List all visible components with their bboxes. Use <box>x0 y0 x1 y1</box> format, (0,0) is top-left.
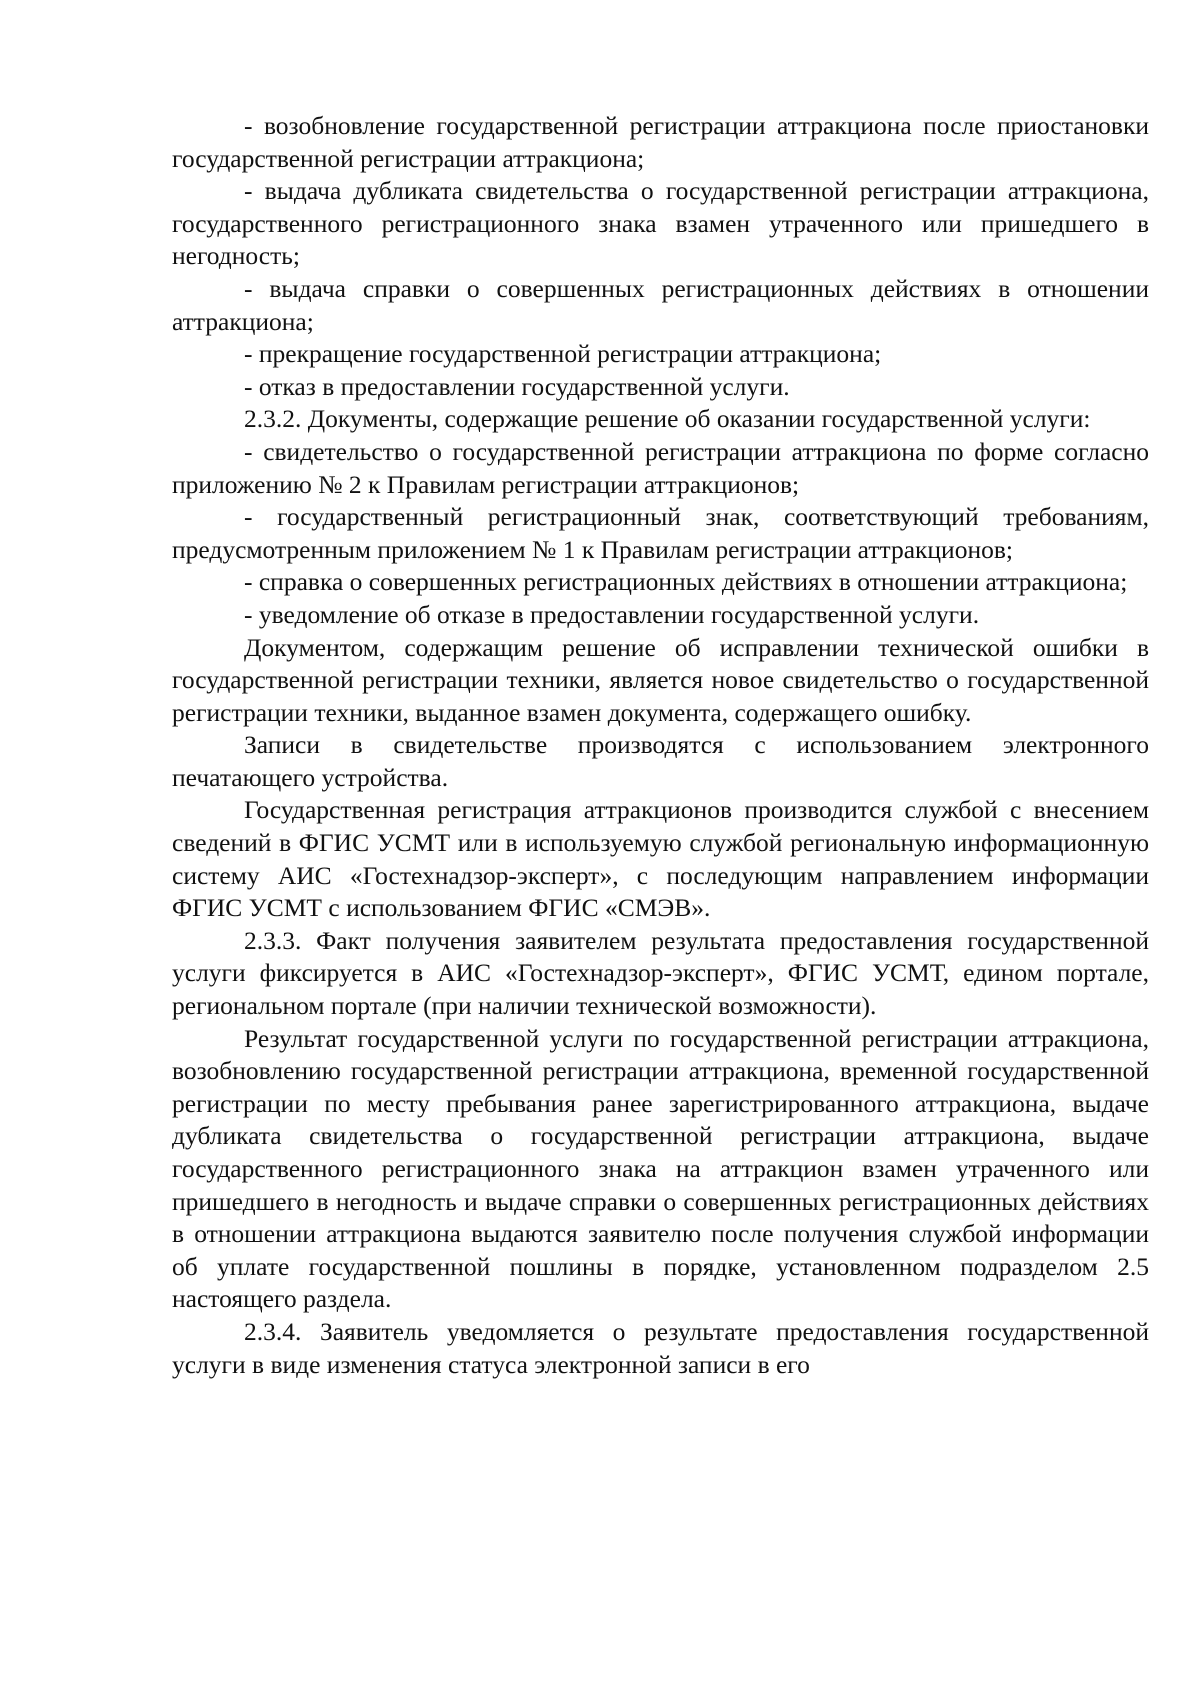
paragraph-duplicate: - выдача дубликата свидетельства о государственной регистрации аттракциона, государственного регистрационного знака взамен утраченного или пришедшего в негодность; <box>172 176 1149 271</box>
paragraph-certificate: - выдача справки о совершенных регистрационных действиях в отношении аттракциона; <box>172 273 1149 336</box>
paragraph-termination: - прекращение государственной регистрации аттракциона; <box>244 339 882 369</box>
section-2-3-4: 2.3.4. Заявитель уведомляется о результате предоставления государственной услуги в виде изменения статуса электронной записи в его <box>172 1316 1149 1379</box>
document-body <box>172 110 1149 1381</box>
paragraph-result: Результат государственной услуги по государственной регистрации аттракциона, возобновлению государственной регистрации аттракциона, временной государственной регистрации по месту пребывания ранее зарегистрированного аттракциона, выдаче дубликата свидетельства о государственной регистрации аттракциона, выдаче государственного регистрационного знака на аттракцион взамен утраченного или пришедшего в негодность и выдаче справки о совершенных регистрационных действиях в отношении аттракциона выдаются заявителю после получения службой информации об уплате государственной пошлины в порядке, установленном подразделом 2.5 настоящего раздела. <box>172 1023 1149 1314</box>
paragraph-refusal-notice: - уведомление об отказе в предоставлении государственной услуги. <box>244 599 980 629</box>
paragraph-resumption: - возобновление государственной регистрации аттракциона после приостановки государственной регистрации аттракциона; <box>172 111 1149 173</box>
paragraph-records: Записи в свидетельстве производятся с использованием электронного печатающего устройства. <box>172 730 1149 792</box>
paragraph-registration-certificate: - свидетельство о государственной регистрации аттракциона по форме согласно приложению № 2 к Правилам регистрации аттракционов; <box>172 436 1149 499</box>
section-2-3-3: 2.3.3. Факт получения заявителем результата предоставления государственной услуги фиксируется в АИС «Гостехнадзор-эксперт», ФГИС УСМТ, едином портале, региональном портале (при наличии технической возможности). <box>172 925 1149 1021</box>
paragraph-state-registration: Государственная регистрация аттракционов производится службой с внесением сведений в ФГИС УСМТ или в используемую службой региональную информационную систему АИС «Гостехнадзор-эксперт», с последующим направлением информации ФГИС УСМТ с использованием ФГИС «СМЭВ». <box>172 795 1149 923</box>
paragraph-refusal: - отказ в предоставлении государственной услуги. <box>244 371 790 401</box>
paragraph-registration-plate: - государственный регистрационный знак, соответствующий требованиям, предусмотренным приложением № 1 к Правилам регистрации аттракционов; <box>172 502 1149 564</box>
paragraph-technical-error: Документом, содержащим решение об исправлении технической ошибки в государственной регистрации техники, является новое свидетельство о государственной регистрации техники, выданное взамен документа, содержащего ошибку. <box>172 632 1149 727</box>
section-2-3-2: 2.3.2. Документы, содержащие решение об оказании государственной услуги: <box>244 404 1091 434</box>
paragraph-reference: - справка о совершенных регистрационных действиях в отношении аттракциона; <box>244 567 1128 597</box>
